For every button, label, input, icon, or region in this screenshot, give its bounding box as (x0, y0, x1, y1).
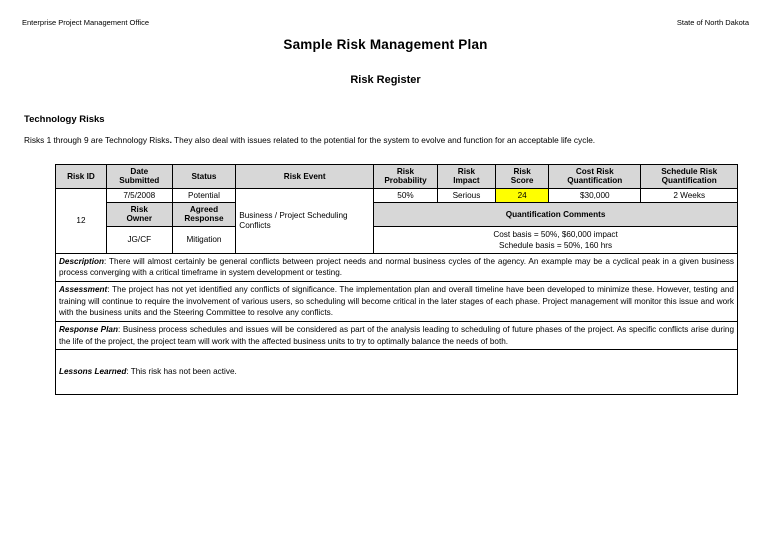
risk-probability-line2: Probability (384, 176, 427, 186)
page-title: Sample Risk Management Plan (283, 37, 488, 52)
narrative-response-plan (56, 322, 738, 350)
cell-risk-score: 24 (496, 188, 549, 202)
table-row-primary (56, 188, 738, 202)
header-right-text: State of North Dakota (676, 18, 749, 27)
narrative-description (56, 253, 738, 281)
section-intro (24, 134, 740, 146)
risk-owner-line2: Owner (126, 214, 153, 224)
narrative-description-text: There will almost certainly be general conflicts between project needs and normal business cycles of the agency. An example may be a cyclical peak in a given business process converging with a critical timeframe in system development or testing. (59, 256, 734, 278)
table-row-owner-values (56, 226, 738, 253)
agreed-response-line1: Agreed (189, 204, 219, 214)
narrative-lessons-learned-label: Lessons Learned (59, 367, 127, 377)
cell-risk-impact: Serious (437, 188, 495, 202)
quantification-comments-line2: Schedule basis = 50%, 160 hrs (499, 240, 613, 250)
narrative-response-plan-sep: : (117, 325, 121, 335)
schedule-risk-line2: Quantification (661, 176, 717, 186)
cost-risk-line1: Cost Risk (575, 167, 614, 177)
cell-agreed-response: Mitigation (172, 226, 236, 253)
agreed-response-line2: Response (184, 214, 224, 224)
cell-risk-probability: 50% (374, 188, 438, 202)
subheader-agreed-response (172, 202, 236, 226)
risk-probability-line1: Risk (396, 167, 415, 177)
cell-schedule-risk-quantification: 2 Weeks (641, 188, 738, 202)
cell-date-submitted: 7/5/2008 (106, 188, 172, 202)
intro-post-text: They also deal with issues related to the potential for the system to evolve and function for an acceptable life cycle. (171, 135, 596, 145)
narrative-lessons-learned-text: This risk has not been active. (128, 367, 237, 377)
table-row-subheaders (56, 202, 738, 226)
subheader-risk-owner (106, 202, 172, 226)
column-header-status: Status (172, 165, 236, 189)
quantification-comments-header: Quantification Comments (374, 202, 738, 226)
intro-bold-text: . (169, 135, 172, 145)
risk-score-line1: Risk (513, 167, 531, 177)
narrative-description-sep: : (104, 256, 107, 266)
intro-pre-text: Risks 1 through 9 are Technology Risks (24, 135, 170, 145)
narrative-description-label: Description (59, 256, 105, 266)
column-header-risk-score (496, 165, 549, 189)
table-row-description (56, 253, 738, 281)
schedule-risk-line1: Schedule Risk (661, 167, 718, 177)
risk-owner-line1: Risk (130, 204, 148, 214)
column-header-cost-risk-quantification (549, 165, 641, 189)
quantification-comments-line1: Cost basis = 50%, $60,000 impact (493, 229, 618, 239)
narrative-assessment-label: Assessment (59, 285, 108, 295)
cell-quantification-comments (374, 226, 738, 253)
cost-risk-line2: Quantification (567, 176, 623, 186)
page-header (22, 18, 749, 27)
column-header-risk-event: Risk Event (236, 165, 374, 189)
column-header-risk-probability (374, 165, 438, 189)
table-header-row (56, 165, 738, 189)
narrative-response-plan-text: Business process schedules and issues will be considered as part of the analysis leading to scheduling of future phases of the project. As specific conflicts arise during the life of the project, the project team will work with the affected business units to try to optimally balance the needs of both. (59, 325, 734, 346)
risk-impact-line2: Impact (453, 176, 480, 186)
cell-risk-event: Business / Project Scheduling Conflicts (236, 188, 374, 253)
narrative-assessment-text: The project has not yet identified any conflicts of significance. The implementation plan and overall timeline have been developed to minimize these. However, testing and training will continue to require the involvement of various users, so scheduling will become critical in the later stages of each phase. Project management will monitor this issue and work with the business units and the Steering Committee to resolve any conflicts. (59, 285, 734, 318)
column-header-date-submitted (106, 165, 172, 189)
column-header-risk-impact (437, 165, 495, 189)
cell-status: Potential (172, 188, 236, 202)
narrative-assessment-sep: : (107, 285, 110, 295)
narrative-lessons-learned-sep: : (126, 367, 129, 377)
table-row-lessons-learned (56, 350, 738, 395)
narrative-assessment (56, 282, 738, 322)
narrative-lessons-learned (56, 350, 738, 395)
section-heading: Technology Risks (24, 114, 105, 125)
date-submitted-line2: Submitted (119, 176, 160, 186)
table-row-response-plan (56, 322, 738, 350)
cell-risk-owner: JG/CF (106, 226, 172, 253)
header-left-text: Enterprise Project Management Office (22, 18, 150, 27)
risk-impact-line1: Risk (457, 167, 476, 177)
date-submitted-line1: Date (130, 167, 149, 177)
table-row-assessment (56, 282, 738, 322)
column-header-schedule-risk-quantification (641, 165, 738, 189)
risk-register-table (55, 164, 738, 395)
risk-score-line2: Score (510, 176, 534, 186)
narrative-response-plan-label: Response Plan (59, 325, 118, 335)
cell-risk-id: 12 (56, 188, 107, 253)
page-subtitle: Risk Register (350, 74, 421, 86)
cell-cost-risk-quantification: $30,000 (549, 188, 641, 202)
column-header-risk-id: Risk ID (56, 165, 107, 189)
